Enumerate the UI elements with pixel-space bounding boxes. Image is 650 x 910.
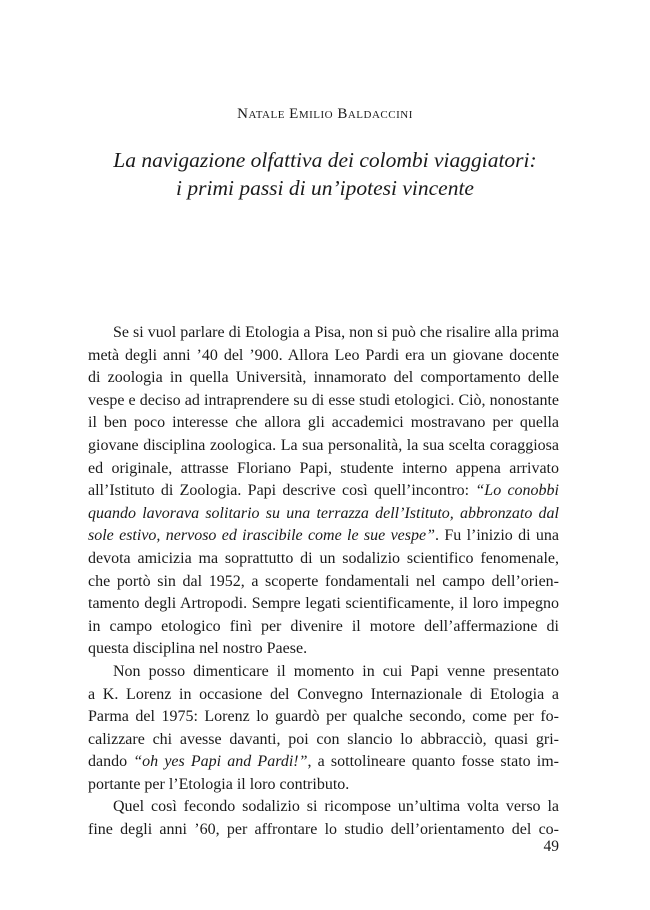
quote-line: quando lavorava solitario su una terrazza dell’Istituto, abbronzato dal (88, 504, 559, 522)
article-body (88, 322, 559, 842)
text-line: Se si vuol parlare di Etologia a Pisa, non si può che risalire alla prima (113, 324, 559, 341)
text-line: calizzare chi avesse davanti, poi con slancio lo abbracciò, quasi gri- (88, 730, 559, 748)
text-segment: all’Istituto di Zoologia. Papi descrive così quell’incontro: (88, 482, 476, 500)
text-line: fine degli anni ’60, per affrontare lo studio dell’orientamento del co- (88, 821, 559, 839)
text-line: questa disciplina nel nostro Paese. (88, 640, 308, 658)
text-line: devota amicizia ma soprattutto di un sodalizio scientifico fenomenale, (88, 549, 559, 567)
text-line: il ben poco interesse che allora gli accademici mostravano per quella (88, 414, 559, 432)
text-line (88, 751, 559, 774)
text-segment: dando (88, 753, 134, 771)
text-line: vespe e deciso ad intraprendere su di esse studi etologici. Ciò, nonostante (88, 391, 559, 409)
title-line-1: La navigazione olfattiva dei colombi viaggiatori: (113, 148, 537, 172)
quote-segment: “Lo conobbi (475, 482, 560, 500)
text-segment: . Fu l’inizio di una (435, 527, 559, 545)
text-line: a K. Lorenz in occasione del Convegno Internazionale di Etologia a (88, 685, 559, 703)
text-line: che portò sin dal 1952, a scoperte fondamentali nel campo dell’orien- (88, 572, 559, 590)
text-line: tamento degli Artropodi. Sempre legati scientificamente, il loro impegno (88, 595, 559, 613)
quote-segment: “oh yes Papi and Pardi!” (133, 753, 308, 771)
text-line: in campo etologico finì per divenire il motore dell’affermazione di (88, 617, 559, 635)
page-number: 49 (543, 838, 559, 855)
text-line (88, 525, 559, 548)
text-line: di zoologia in quella Università, innamorato del comportamento delle (88, 369, 559, 387)
text-line: Non posso dimenticare il momento in cui Papi venne presentato (113, 662, 559, 680)
author-name: Natale Emilio Baldaccini (237, 106, 413, 122)
text-line: portante per l’Etologia il loro contributo. (88, 775, 350, 793)
title-line-2: i primi passi di un’ipotesi vincente (176, 176, 474, 200)
text-segment: , a sottolineare quanto fosse stato im- (307, 753, 560, 771)
text-line: Parma del 1975: Lorenz lo guardò per qualche secondo, come per fo- (88, 708, 559, 726)
text-line: metà degli anni ’40 del ’900. Allora Leo Pardi era un giovane docente (88, 346, 559, 364)
text-line: giovane disciplina zoologica. La sua personalità, la sua scelta coraggiosa (88, 436, 559, 454)
text-line: ed originale, attrasse Floriano Papi, studente interno appena arrivato (88, 459, 559, 477)
quote-segment: sole estivo, nervoso ed irascibile come le sue vespe” (88, 527, 436, 545)
article-title (0, 146, 650, 202)
text-line: Quel così fecondo sodalizio si ricompose un’ultima volta verso la (113, 798, 559, 816)
text-line (88, 480, 559, 503)
